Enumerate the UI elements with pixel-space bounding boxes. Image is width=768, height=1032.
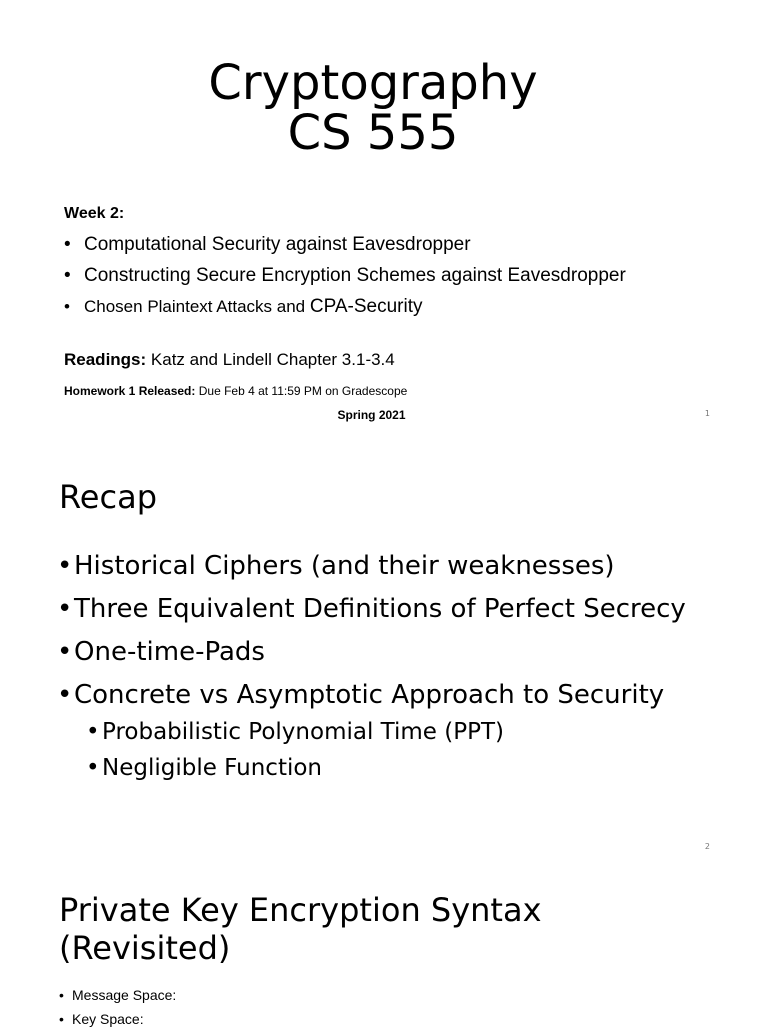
bullet-icon: •: [59, 987, 64, 1003]
list-item: • Key Space:: [59, 1008, 176, 1032]
list-item: • Probabilistic Polynomial Time (PPT): [86, 714, 504, 750]
list-item: • Three Equivalent Definitions of Perfect Secrecy: [57, 588, 686, 631]
syntax-list: [59, 984, 176, 1032]
recap-list: [57, 545, 686, 717]
bullet-icon: •: [64, 234, 71, 255]
bullet-icon: •: [57, 637, 73, 667]
slide-title: Private Key Encryption Syntax (Revisited): [59, 891, 542, 967]
slide-page-number: 1: [704, 409, 710, 418]
week-topics-list: [64, 233, 626, 326]
week-label: Week 2:: [64, 205, 125, 222]
list-item: • Historical Ciphers (and their weaknesses): [57, 545, 686, 588]
bullet-icon: •: [64, 265, 71, 286]
homework-line: [64, 384, 407, 398]
homework-label: Homework 1 Released:: [64, 384, 196, 398]
recap-sublist: [86, 714, 504, 786]
bullet-icon: •: [57, 551, 73, 581]
readings-label: Readings:: [64, 350, 147, 369]
list-item: • Constructing Secure Encryption Schemes against Eavesdropper: [64, 265, 626, 286]
slide-page-number: 2: [704, 842, 710, 851]
course-title: Cryptography: [208, 55, 538, 111]
list-item: • Message Space:: [59, 984, 176, 1008]
list-item: • Negligible Function: [86, 750, 504, 786]
course-number: CS 555: [287, 105, 459, 161]
bullet-icon: •: [59, 1011, 64, 1027]
list-item: • Computational Security against Eavesdropper: [64, 234, 471, 255]
list-item: • One-time-Pads: [57, 631, 686, 674]
bullet-icon: •: [64, 297, 70, 316]
slide-title: Recap: [59, 478, 157, 516]
slide-3: [0, 864, 768, 1027]
bullet-icon: •: [86, 719, 100, 745]
readings-line: [64, 350, 395, 370]
bullet-icon: •: [86, 755, 100, 781]
slide-1: [0, 0, 768, 432]
slide-1-title: [0, 55, 746, 161]
slide-2: [0, 432, 768, 864]
term-label: Spring 2021: [337, 408, 406, 422]
bullet-icon: •: [57, 594, 73, 624]
readings-text: Katz and Lindell Chapter 3.1-3.4: [146, 350, 395, 369]
bullet-icon: •: [57, 680, 73, 710]
list-item: • Chosen Plaintext Attacks and CPA-Security: [64, 296, 423, 317]
homework-text: Due Feb 4 at 11:59 PM on Gradescope: [195, 384, 408, 398]
list-item: • Concrete vs Asymptotic Approach to Security: [57, 674, 686, 717]
